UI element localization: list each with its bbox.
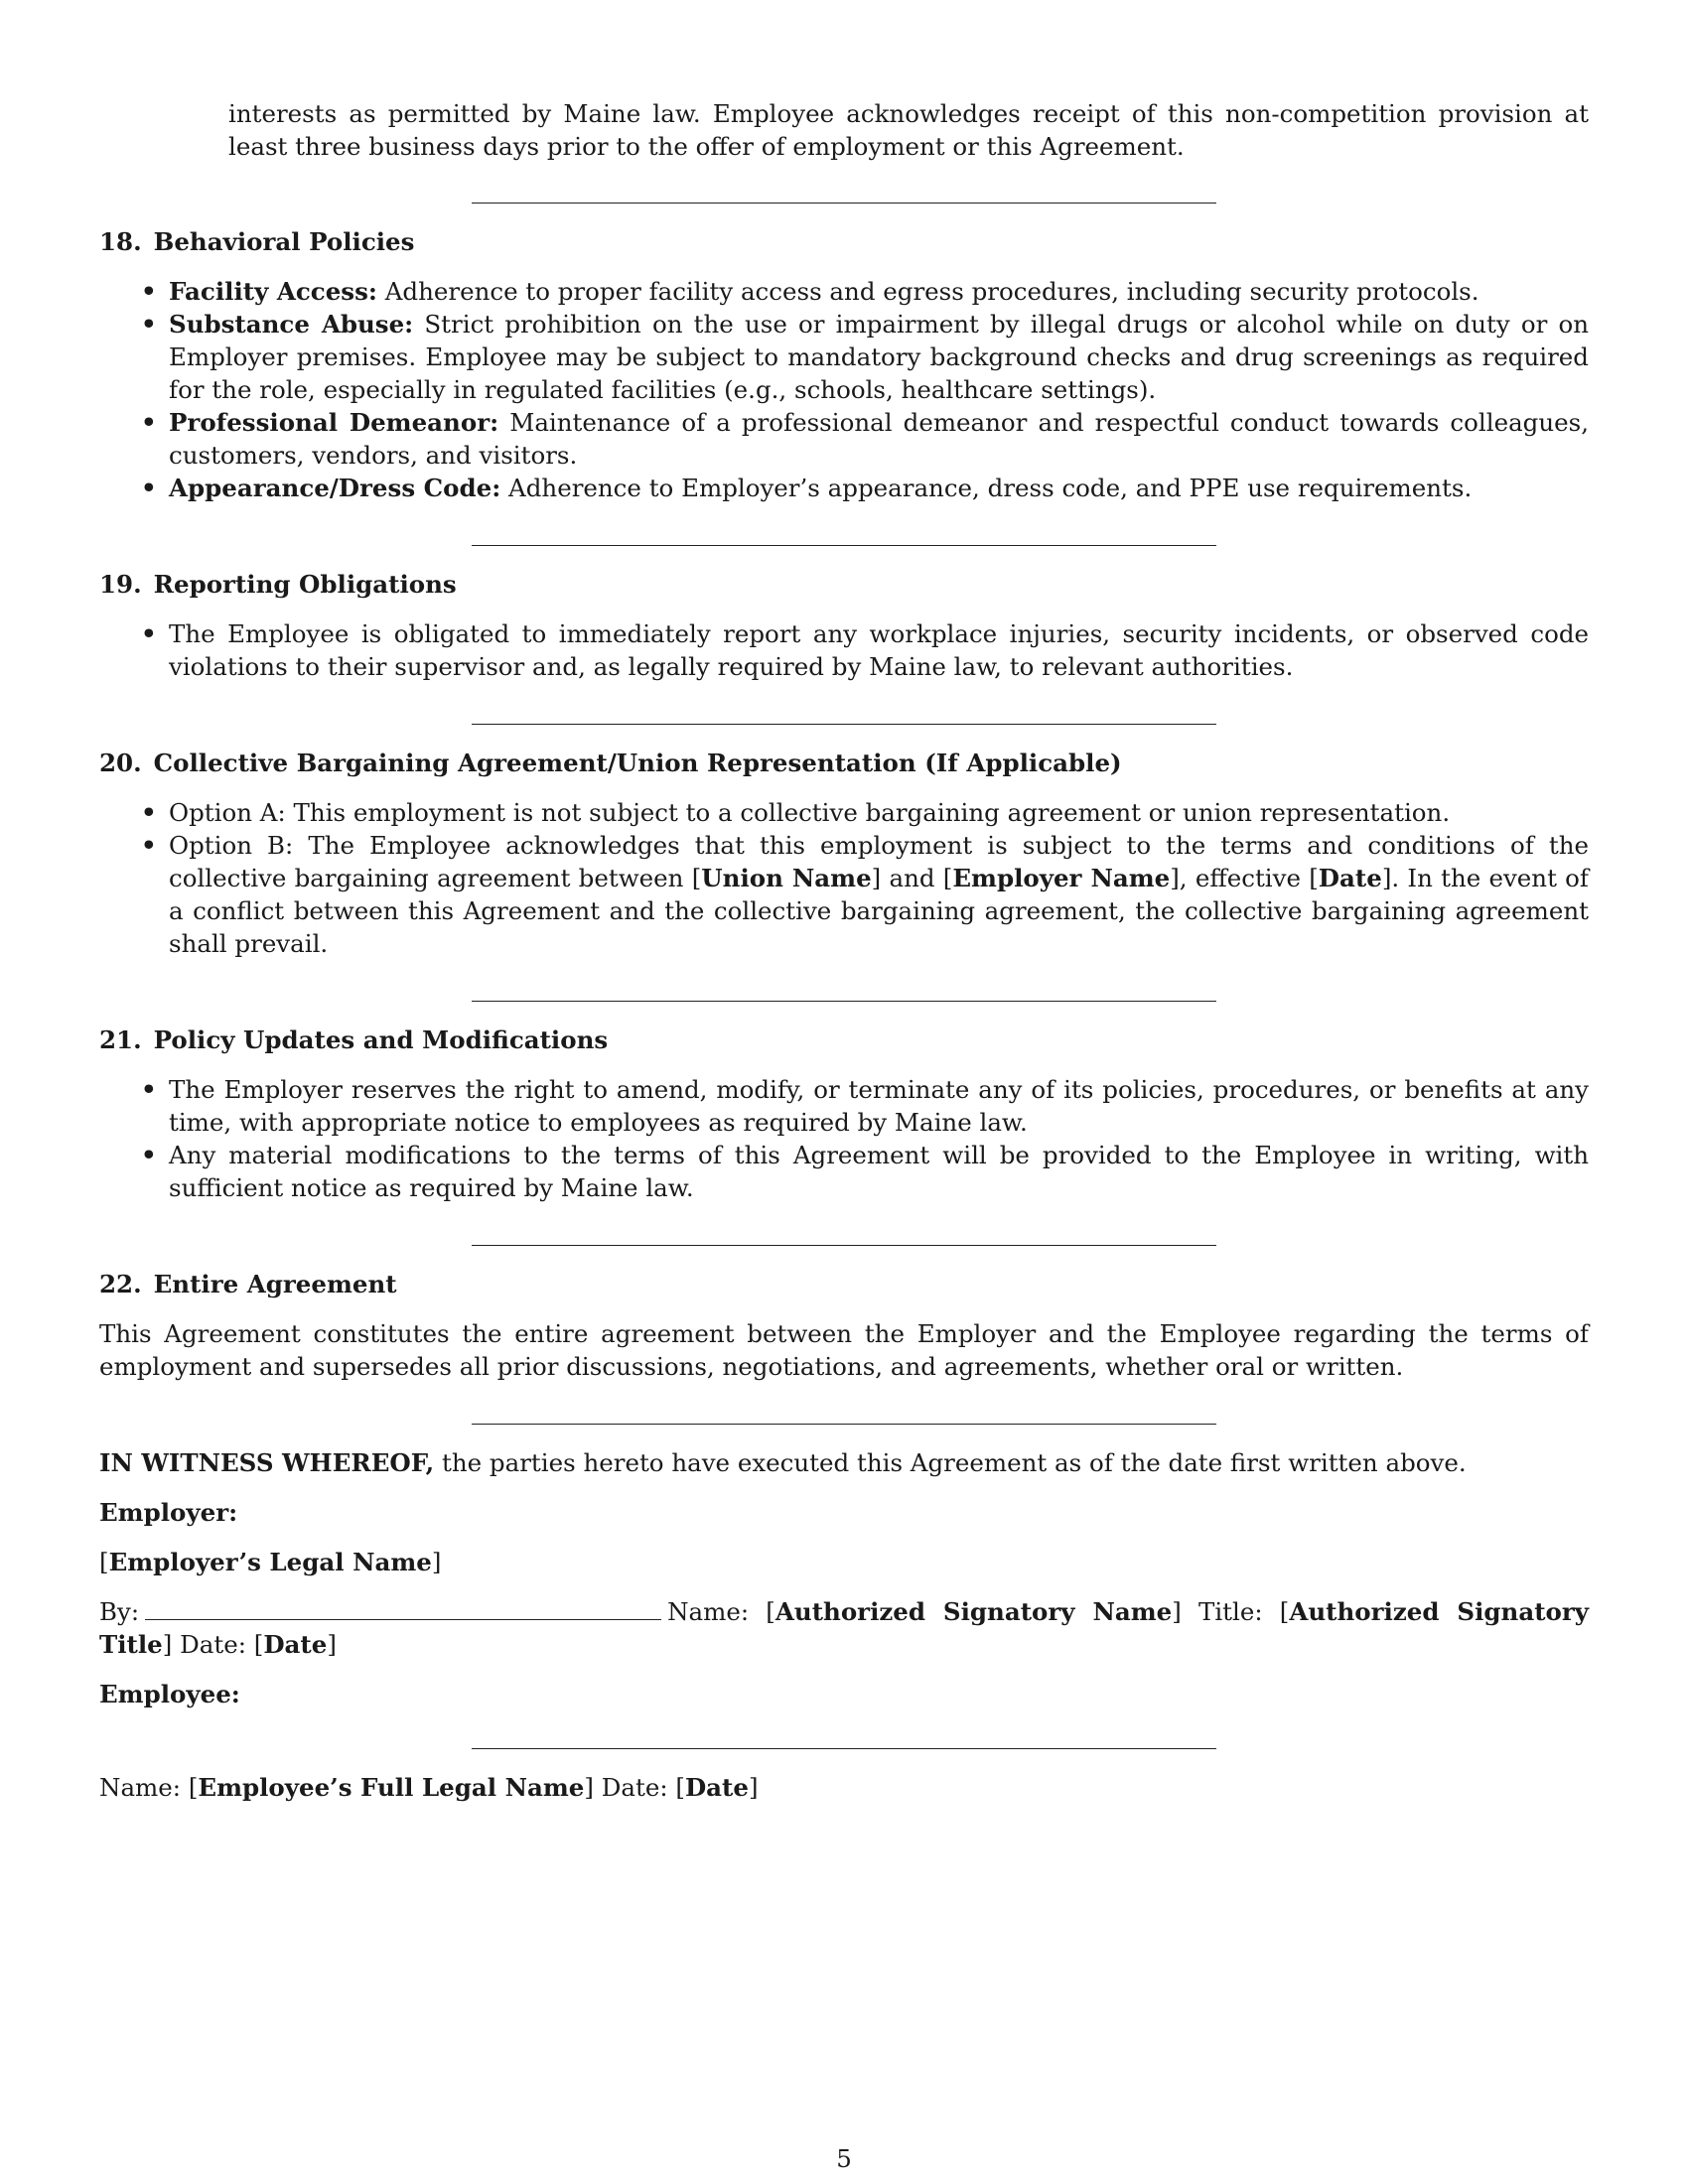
section-number: 20.	[99, 749, 142, 777]
employer-signature-line	[99, 1595, 1589, 1661]
employer-date-placeholder: Date	[263, 1630, 328, 1659]
bullet-icon: •	[141, 1141, 157, 1169]
page-number: 5	[836, 2144, 852, 2173]
bracket: ]	[748, 1773, 759, 1802]
bracket: [	[99, 1548, 109, 1576]
reporting-obligations-list	[99, 617, 1589, 683]
option-b-text: Option B: The Employee acknowledges that this employment is subject to the terms and conditions of the collective bargaining agreement between [	[169, 831, 1589, 892]
list-item	[99, 472, 1589, 504]
list-item	[99, 275, 1589, 308]
employer-legal-name	[99, 1546, 1589, 1578]
witness-text: the parties hereto have executed this Agreement as of the date first written above.	[434, 1448, 1467, 1477]
list-item	[99, 796, 1589, 829]
section-number: 21.	[99, 1025, 142, 1054]
list-item	[99, 406, 1589, 472]
employee-signature-field[interactable]	[472, 1748, 1216, 1749]
section-divider	[472, 203, 1216, 204]
title-label: ] Title: [	[1172, 1597, 1290, 1626]
list-item	[99, 829, 1589, 960]
signatory-title-placeholder: Authorized Signatory Title	[99, 1597, 1589, 1659]
section-title: Collective Bargaining Agreement/Union Representation (If Applicable)	[153, 749, 1122, 777]
date-label: ] Date: [	[162, 1630, 264, 1659]
list-item	[99, 308, 1589, 406]
employer-name-placeholder: Employer Name	[952, 864, 1171, 892]
name-label: Name: [	[667, 1597, 775, 1626]
union-name-placeholder: Union Name	[701, 864, 872, 892]
bullet-icon: •	[141, 798, 157, 827]
bullet-icon: •	[141, 619, 157, 648]
item-text: Adherence to Employer’s appearance, dress code, and PPE use requirements.	[500, 474, 1473, 502]
list-item	[99, 1139, 1589, 1204]
list-item	[99, 617, 1589, 683]
section-divider	[472, 724, 1216, 725]
section-title: Reporting Obligations	[153, 570, 457, 599]
bullet-icon: •	[141, 310, 157, 339]
employer-legal-name-placeholder: Employer’s Legal Name	[108, 1548, 432, 1576]
employer-heading	[99, 1496, 1589, 1529]
witness-lead: IN WITNESS WHEREOF,	[99, 1448, 435, 1477]
by-label: By:	[99, 1597, 140, 1626]
section-divider	[472, 545, 1216, 546]
bullet-icon: •	[141, 277, 157, 306]
name-label: Name: [	[99, 1773, 199, 1802]
option-b-text: ] and [	[871, 864, 953, 892]
date-label: ] Date: [	[584, 1773, 685, 1802]
employee-label: Employee:	[99, 1680, 240, 1708]
employee-name-line	[99, 1771, 1589, 1804]
option-b-text: ], effective [	[1170, 864, 1319, 892]
item-label: Facility Access:	[169, 277, 377, 306]
bracket: ]	[327, 1630, 337, 1659]
option-a-text: Option A: This employment is not subject to a collective bargaining agreement or union representation.	[169, 798, 1451, 827]
list-item	[99, 1073, 1589, 1139]
bullet-icon: •	[141, 831, 157, 860]
item-text: Any material modifications to the terms of this Agreement will be provided to the Employee in writing, with sufficient notice as required by Maine law.	[169, 1141, 1589, 1202]
item-text: The Employee is obligated to immediately report any workplace injuries, security incidents, or observed code violations to their supervisor and, as legally required by Maine law, to relevant authorities.	[169, 619, 1589, 681]
employee-date-placeholder: Date	[684, 1773, 749, 1802]
section-18-heading	[99, 225, 1589, 258]
bracket: ]	[431, 1548, 442, 1576]
item-text: Adherence to proper facility access and egress procedures, including security protocols.	[376, 277, 1479, 306]
section-21-heading	[99, 1024, 1589, 1056]
bullet-icon: •	[141, 408, 157, 437]
item-label: Appearance/Dress Code:	[169, 474, 501, 502]
union-options-list	[99, 796, 1589, 960]
policy-updates-list	[99, 1073, 1589, 1204]
item-text: The Employer reserves the right to amend, modify, or terminate any of its policies, procedures, or benefits at any time, with appropriate notice to employees as required by Maine law.	[169, 1075, 1589, 1137]
document-page	[99, 97, 1589, 1804]
section-20-heading	[99, 747, 1589, 779]
employee-heading	[99, 1678, 1589, 1710]
witness-statement	[99, 1446, 1589, 1479]
section-19-heading	[99, 568, 1589, 601]
section-divider	[472, 1001, 1216, 1002]
section-22-heading	[99, 1268, 1589, 1300]
behavioral-policies-list	[99, 275, 1589, 504]
section-title: Behavioral Policies	[153, 227, 415, 256]
section-title: Policy Updates and Modifications	[153, 1025, 609, 1054]
entire-agreement-paragraph: This Agreement constitutes the entire agreement between the Employer and the Employee regarding the terms of employment and supersedes all prior discussions, negotiations, and agreements, whether oral or written.	[99, 1319, 1589, 1381]
signatory-name-placeholder: Authorized Signatory Name	[774, 1597, 1173, 1626]
item-text: Maintenance of a professional demeanor and respectful conduct towards colleagues, customers, vendors, and visitors.	[169, 408, 1590, 470]
item-label: Professional Demeanor:	[169, 408, 499, 437]
section-number: 19.	[99, 570, 142, 599]
section-number: 18.	[99, 227, 142, 256]
section-title: Entire Agreement	[153, 1270, 397, 1298]
employer-signature-field[interactable]	[145, 1597, 661, 1620]
item-label: Substance Abuse:	[169, 310, 414, 339]
intro-paragraph: interests as permitted by Maine law. Employee acknowledges receipt of this non-competition provision at least three business days prior to the offer of employment or this Agreement.	[228, 99, 1589, 161]
section-divider	[472, 1245, 1216, 1246]
employee-name-placeholder: Employee’s Full Legal Name	[198, 1773, 585, 1802]
date-placeholder: Date	[1318, 864, 1382, 892]
section-divider	[472, 1424, 1216, 1425]
bullet-icon: •	[141, 474, 157, 502]
employer-label: Employer:	[99, 1498, 238, 1527]
bullet-icon: •	[141, 1075, 157, 1104]
option-b-text: ]. In the event of a conflict between this Agreement and the collective bargaining agreement, the collective bargaining agreement shall prevail.	[169, 864, 1589, 958]
item-text: Strict prohibition on the use or impairment by illegal drugs or alcohol while on duty or on Employer premises. Employee may be subject to mandatory background checks and drug screenings as required for the role, especially in regulated facilities (e.g., schools, healthcare settings).	[169, 310, 1589, 404]
section-number: 22.	[99, 1270, 142, 1298]
